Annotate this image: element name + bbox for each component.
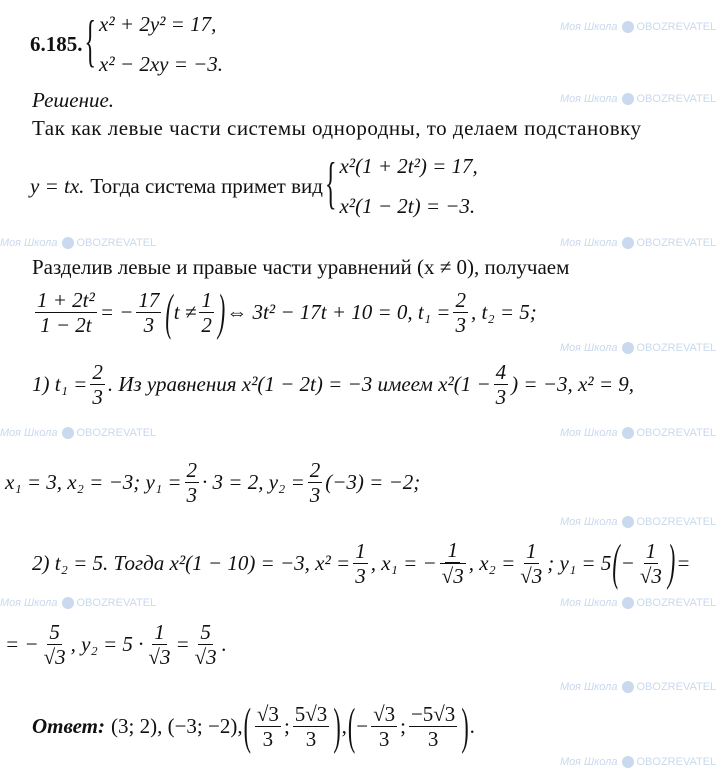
math-text: Моя Школа	[560, 756, 618, 768]
substitution-line	[30, 146, 478, 226]
watermark	[560, 92, 716, 106]
watermark-logo-icon	[622, 597, 634, 609]
math-text: √3	[373, 702, 396, 726]
parenthesis: )	[217, 282, 226, 341]
watermark	[0, 596, 156, 610]
math-text: 1 + 2t²	[37, 288, 95, 312]
watermark-logo-icon	[622, 342, 634, 354]
fraction	[185, 458, 200, 507]
paragraph: Разделив левые и правые части уравнений (x ≠ 0), получаем	[32, 255, 570, 279]
fraction	[308, 458, 323, 507]
math-text: OBOZREVATEL	[636, 237, 716, 249]
math-text: 3	[355, 563, 366, 588]
math-text: ,	[341, 714, 347, 738]
math-text: ;	[283, 714, 290, 738]
math-text: , t₂ = 5;	[470, 300, 537, 324]
equation-system	[323, 146, 478, 226]
equation-system	[83, 4, 224, 84]
math-text: 1 − 2t	[40, 313, 92, 337]
math-text: 2	[186, 458, 198, 482]
fraction	[90, 360, 105, 409]
fraction	[193, 620, 219, 669]
math-text: ; y₁ = 5	[547, 550, 612, 575]
equation: x²(1 + 2t²) = 17,	[339, 154, 478, 178]
fraction	[136, 288, 161, 337]
math-text: √3	[194, 645, 217, 669]
math-text: 3	[305, 727, 317, 751]
watermark	[0, 426, 156, 440]
watermark-logo-icon	[622, 516, 634, 528]
case-1-result-line	[5, 458, 420, 507]
watermark-logo-icon	[622, 237, 634, 249]
math-text: 17	[138, 288, 160, 312]
watermark	[560, 426, 716, 440]
math-text: OBOZREVATEL	[76, 427, 157, 439]
watermark	[560, 236, 716, 250]
fraction	[353, 539, 368, 588]
math-text: · 3 = 2, y₂ =	[202, 470, 305, 494]
math-text: . Из уравнения x²(1 − 2t) = −3 имеем x²(1 −	[107, 372, 491, 396]
problem-statement	[30, 4, 223, 84]
math-text: OBOZREVATEL	[636, 597, 716, 609]
fraction	[199, 288, 214, 337]
math-text: 4	[495, 360, 507, 384]
math-text: 1	[645, 538, 657, 563]
math-text: 3	[309, 483, 321, 507]
case-1-line	[32, 360, 634, 409]
equation: x²(1 − 2t) = −3.	[339, 194, 476, 218]
math-text: Моя Школа	[0, 427, 58, 439]
math-text: 3	[378, 727, 390, 751]
math-text: √3	[639, 563, 662, 588]
watermark	[560, 680, 716, 694]
parenthesis: )	[333, 696, 341, 755]
math-text: Моя Школа	[0, 597, 58, 609]
math-text: .	[469, 714, 475, 738]
fraction	[638, 539, 664, 588]
math-text: 2	[455, 288, 466, 312]
case-2-line	[32, 533, 691, 591]
math-text: 1	[447, 538, 458, 562]
fraction	[35, 288, 97, 337]
fraction	[440, 538, 466, 588]
math-text: −5√3	[410, 702, 456, 726]
answer-line	[32, 696, 475, 755]
math-text: Моя Школа	[560, 21, 618, 33]
watermark-logo-icon	[622, 427, 634, 439]
fraction	[371, 702, 397, 751]
watermark	[560, 20, 716, 34]
math-text: ;	[400, 714, 406, 738]
parenthesis: )	[667, 533, 676, 591]
equation: x² − 2xy = −3.	[99, 52, 224, 76]
brace: {	[84, 11, 97, 74]
math-text: t ≠	[173, 300, 197, 324]
math-text: 3	[92, 385, 103, 409]
equation-line	[32, 282, 537, 341]
watermark	[560, 515, 716, 529]
paragraph: Так как левые части системы однородны, то делаем подстановку	[32, 116, 642, 140]
fraction	[453, 288, 468, 337]
math-text: OBOZREVATEL	[636, 342, 716, 354]
math-text: , y₂ = 5 ·	[70, 632, 144, 656]
watermark-logo-icon	[622, 93, 634, 105]
equation: x² + 2y² = 17,	[99, 12, 217, 36]
math-text: Моя Школа	[560, 342, 618, 354]
math-text: = −	[5, 632, 39, 656]
text: Тогда система примет вид	[90, 173, 323, 198]
math-text: 3	[427, 727, 439, 751]
parenthesis: (	[347, 696, 356, 755]
math-text: Моя Школа	[560, 597, 618, 609]
math-text: −	[620, 550, 635, 575]
math-text: 2	[92, 360, 103, 384]
watermark-logo-icon	[622, 21, 634, 33]
math-text: OBOZREVATEL	[636, 681, 716, 693]
watermark-logo-icon	[62, 427, 74, 439]
math-text: 2	[309, 458, 321, 482]
math-text: =	[676, 550, 691, 575]
watermark	[560, 755, 716, 769]
math-text: Моя Школа	[560, 516, 618, 528]
math-text: 5	[200, 620, 211, 644]
math-text: Моя Школа	[560, 681, 618, 693]
math-text: 2) t₂ = 5. Тогда x²(1 − 10) = −3, x² =	[32, 550, 351, 575]
fraction	[518, 539, 544, 588]
fraction	[409, 702, 457, 751]
math-text: 1) t₁ =	[32, 372, 88, 396]
case-2-result-line	[5, 620, 227, 669]
math-text: √3	[148, 645, 171, 669]
math-text: √3	[441, 564, 464, 588]
math-text: .	[221, 632, 227, 656]
watermark	[560, 596, 716, 610]
fraction	[293, 702, 330, 751]
watermark-logo-icon	[622, 681, 634, 693]
math-text: OBOZREVATEL	[636, 516, 716, 528]
math-text: (3; 2), (−3; −2),	[111, 714, 243, 738]
math-text: 3	[455, 313, 466, 337]
solution-heading: Решение.	[32, 88, 115, 112]
math-text: Моя Школа	[560, 427, 618, 439]
math-text: OBOZREVATEL	[636, 427, 716, 439]
math-text: OBOZREVATEL	[636, 21, 716, 33]
math-text: Моя Школа	[560, 93, 618, 105]
math-text: 2	[201, 313, 212, 337]
watermark-logo-icon	[622, 756, 634, 768]
brace: {	[324, 153, 337, 216]
watermark	[560, 341, 716, 355]
parenthesis: (	[243, 696, 251, 755]
fraction	[255, 702, 281, 751]
parenthesis: )	[461, 696, 469, 755]
math-text: OBOZREVATEL	[636, 93, 716, 105]
fraction	[146, 620, 172, 669]
math-text: x₁ = 3, x₂ = −3; y₁ =	[5, 470, 182, 494]
math-text: (−3) = −2;	[325, 470, 421, 494]
math-text: 1	[355, 538, 366, 563]
math-text: Моя Школа	[560, 237, 618, 249]
math-text: ⇔ 3t² − 17t + 10 = 0, t₁ =	[226, 300, 451, 324]
math-text: √3	[43, 645, 66, 669]
math-text: 3	[262, 727, 274, 751]
math-text: 3	[186, 483, 198, 507]
math-text: OBOZREVATEL	[76, 237, 157, 249]
math-text: 1	[154, 620, 165, 644]
parenthesis: (	[612, 533, 620, 591]
substitution: y = tx.	[30, 173, 85, 198]
math-text: OBOZREVATEL	[76, 597, 157, 609]
math-text: ) = −3, x² = 9,	[511, 372, 635, 396]
fraction	[494, 360, 509, 409]
math-text: 3	[495, 385, 507, 409]
fraction	[42, 620, 68, 669]
math-text: , x₁ = −	[370, 550, 437, 575]
watermark	[0, 236, 156, 250]
math-text: , x₂ =	[468, 550, 516, 575]
math-text: √3	[256, 702, 279, 726]
math-text: OBOZREVATEL	[636, 756, 716, 768]
problem-number: 6.185.	[30, 31, 83, 56]
math-text: 3	[143, 313, 155, 337]
parenthesis: (	[165, 282, 173, 341]
math-text: 5√3	[294, 702, 328, 726]
watermark-logo-icon	[62, 237, 74, 249]
math-text: Моя Школа	[0, 237, 58, 249]
math-text: 1	[201, 288, 212, 312]
math-text: 5	[49, 620, 60, 644]
math-text: =	[175, 632, 190, 656]
math-text: = −	[99, 300, 134, 324]
math-text: −	[356, 714, 369, 738]
answer-label: Ответ:	[32, 714, 105, 738]
math-text: 1	[526, 538, 537, 563]
watermark-logo-icon	[62, 597, 74, 609]
math-text: √3	[520, 563, 543, 588]
